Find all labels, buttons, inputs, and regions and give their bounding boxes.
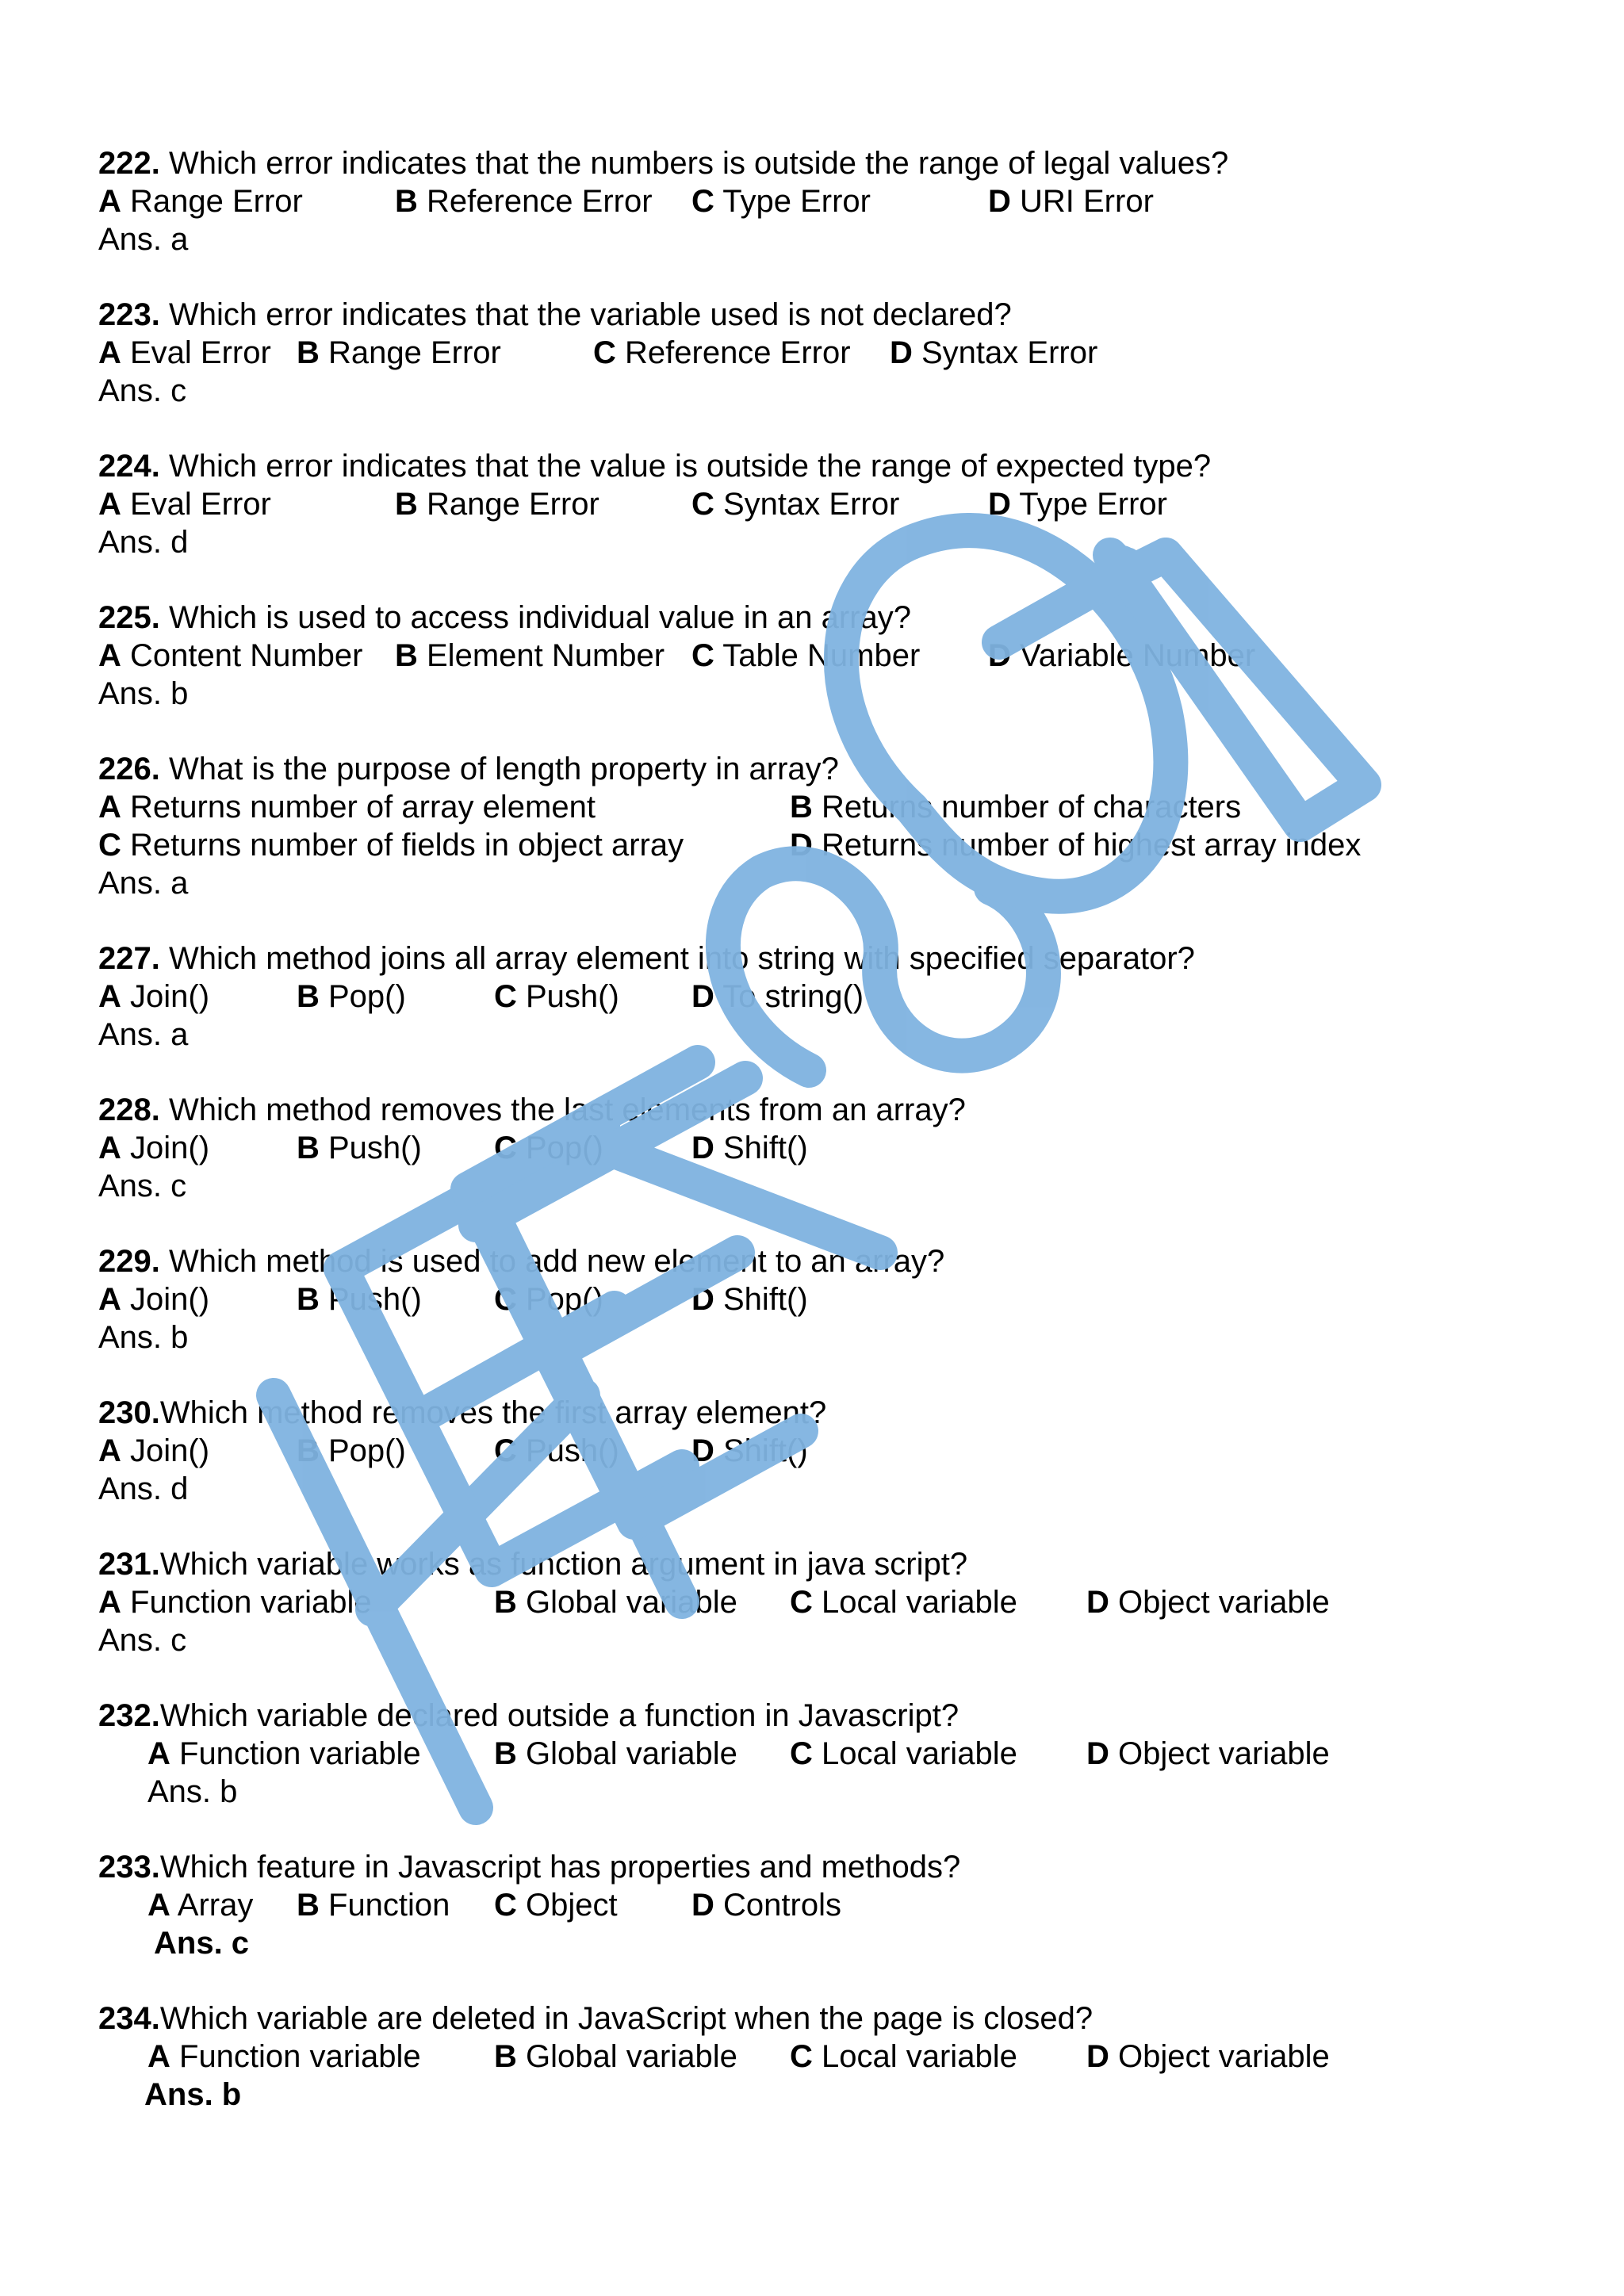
question-text: Which is used to access individual value in an array?: [159, 600, 912, 635]
option-a: A Join(): [98, 979, 210, 1014]
question-225: [98, 599, 1526, 713]
option-a: A Function variable: [147, 2039, 421, 2074]
question-223: [98, 296, 1526, 410]
question-233: [98, 1848, 1526, 1962]
question-text: Which error indicates that the variable used is not declared?: [159, 297, 1012, 332]
option-c: C Local variable: [790, 1585, 1017, 1620]
option-d: D To string(): [691, 979, 864, 1014]
options-line: [98, 637, 1526, 675]
question-number: 223.: [98, 297, 160, 332]
question-text: Which error indicates that the value is outside the range of expected type?: [159, 449, 1212, 484]
option-d: D Object variable: [1086, 1736, 1330, 1771]
question-text: Which variable declared outside a function in Javascript?: [159, 1698, 959, 1733]
option-d: D Controls: [691, 1888, 841, 1923]
question-222: [98, 144, 1526, 258]
options-line: [98, 1129, 1526, 1167]
question-line: [98, 144, 1526, 182]
question-text: Which variable are deleted in JavaScript when the page is closed?: [159, 2001, 1094, 2036]
question-number: 227.: [98, 941, 160, 976]
question-line: [98, 1848, 1526, 1886]
option-a: A Join(): [98, 1433, 210, 1468]
option-b: B Push(): [297, 1282, 422, 1317]
question-text: Which method removes the first array element?: [159, 1395, 827, 1430]
question-232: [98, 1697, 1526, 1811]
question-text: Which method removes the last elements from an array?: [159, 1093, 966, 1127]
question-228: [98, 1091, 1526, 1205]
option-a: A Eval Error: [98, 335, 271, 370]
question-line: [98, 939, 1526, 978]
question-number: 228.: [98, 1093, 160, 1127]
question-text: Which feature in Javascript has properties and methods?: [159, 1850, 961, 1885]
question-line: [98, 599, 1526, 637]
question-line: [98, 1999, 1526, 2038]
option-b: B Global variable: [494, 1585, 737, 1620]
question-text: Which method is used to add new element to an array?: [159, 1244, 945, 1279]
options-line: [98, 182, 1526, 220]
option-a: A Function variable: [98, 1585, 372, 1620]
option-d: D Shift(): [691, 1282, 808, 1317]
answer: Ans. a: [98, 1017, 189, 1052]
question-line: [98, 1545, 1526, 1583]
question-line: [98, 447, 1526, 485]
question-number: 226.: [98, 752, 160, 786]
option-c: C Syntax Error: [691, 487, 900, 522]
options-line: [98, 1583, 1526, 1621]
answer: Ans. a: [98, 222, 189, 257]
option-d: D URI Error: [988, 184, 1154, 219]
option-c: C Local variable: [790, 2039, 1017, 2074]
option-b: B Global variable: [494, 2039, 737, 2074]
option-d: D Variable Number: [988, 638, 1256, 673]
answer: Ans. c: [98, 1169, 187, 1203]
question-number: 225.: [98, 600, 160, 635]
options-line: [98, 334, 1526, 372]
answer: Ans. c: [98, 1623, 187, 1658]
question-number: 229.: [98, 1244, 160, 1279]
option-c: C Pop(): [494, 1131, 603, 1165]
question-text: Which error indicates that the numbers is outside the range of legal values?: [159, 146, 1229, 181]
options-line: [98, 1886, 1526, 1924]
answer: Ans. b: [144, 2077, 242, 2112]
options-line: [98, 1280, 1526, 1318]
option-c: C Push(): [494, 979, 619, 1014]
question-number: 222.: [98, 146, 160, 181]
option-a: A Join(): [98, 1282, 210, 1317]
answer: Ans. a: [98, 866, 189, 901]
option-b: B Global variable: [494, 1736, 737, 1771]
option-a: A Range Error: [98, 184, 303, 219]
option-c: C Returns number of fields in object array: [98, 828, 684, 863]
option-d: D Object variable: [1086, 2039, 1330, 2074]
options-line: [98, 485, 1526, 523]
answer: Ans. d: [98, 1471, 189, 1506]
option-b: B Pop(): [297, 1433, 406, 1468]
answer: Ans. b: [98, 1320, 189, 1355]
option-a: A Eval Error: [98, 487, 271, 522]
answer: Ans. b: [98, 676, 189, 711]
answer: Ans. b: [147, 1774, 238, 1809]
option-c: C Local variable: [790, 1736, 1017, 1771]
options-line: [98, 2038, 1526, 2076]
options-line: [98, 788, 1526, 826]
options-line: [98, 978, 1526, 1016]
question-line: [98, 296, 1526, 334]
question-229: [98, 1242, 1526, 1357]
option-b: B Pop(): [297, 979, 406, 1014]
option-b: B Range Error: [395, 487, 599, 522]
question-line: [98, 1697, 1526, 1735]
question-text: Which variable works as function argument in java script?: [159, 1547, 968, 1582]
option-c: C Push(): [494, 1433, 619, 1468]
option-c: C Object: [494, 1888, 618, 1923]
option-a: A Returns number of array element: [98, 790, 596, 825]
question-line: [98, 750, 1526, 788]
option-b: B Element Number: [395, 638, 665, 673]
question-224: [98, 447, 1526, 561]
option-a: A Array: [147, 1888, 254, 1923]
question-line: [98, 1394, 1526, 1432]
option-a: A Function variable: [147, 1736, 421, 1771]
question-text: What is the purpose of length property in array?: [159, 752, 839, 786]
question-number: 232.: [98, 1698, 160, 1733]
option-b: B Reference Error: [395, 184, 653, 219]
question-226: [98, 750, 1526, 902]
options-line: [98, 1432, 1526, 1470]
answer: Ans. c: [154, 1926, 250, 1961]
question-number: 231.: [98, 1547, 160, 1582]
question-230: [98, 1394, 1526, 1508]
question-line: [98, 1242, 1526, 1280]
option-b: B Function: [297, 1888, 450, 1923]
question-number: 234.: [98, 2001, 160, 2036]
question-234: [98, 1999, 1526, 2114]
option-d: D Shift(): [691, 1131, 808, 1165]
question-number: 230.: [98, 1395, 160, 1430]
question-line: [98, 1091, 1526, 1129]
option-d: D Type Error: [988, 487, 1167, 522]
question-number: 233.: [98, 1850, 160, 1885]
option-d: D Returns number of highest array index: [790, 828, 1362, 863]
question-number: 224.: [98, 449, 160, 484]
answer: Ans. d: [98, 525, 189, 560]
option-b: B Push(): [297, 1131, 422, 1165]
question-227: [98, 939, 1526, 1054]
option-d: D Object variable: [1086, 1585, 1330, 1620]
option-c: C Table Number: [691, 638, 921, 673]
answer: Ans. c: [98, 373, 187, 408]
question-231: [98, 1545, 1526, 1659]
option-d: D Shift(): [691, 1433, 808, 1468]
option-a: A Join(): [98, 1131, 210, 1165]
question-text: Which method joins all array element into string with specified separator?: [159, 941, 1195, 976]
options-line: [98, 826, 1526, 864]
options-line: [98, 1735, 1526, 1773]
option-b: B Returns number of characters: [790, 790, 1242, 825]
option-d: D Syntax Error: [890, 335, 1098, 370]
option-b: B Range Error: [297, 335, 501, 370]
option-c: C Type Error: [691, 184, 871, 219]
option-c: C Pop(): [494, 1282, 603, 1317]
option-a: A Content Number: [98, 638, 363, 673]
option-c: C Reference Error: [593, 335, 851, 370]
